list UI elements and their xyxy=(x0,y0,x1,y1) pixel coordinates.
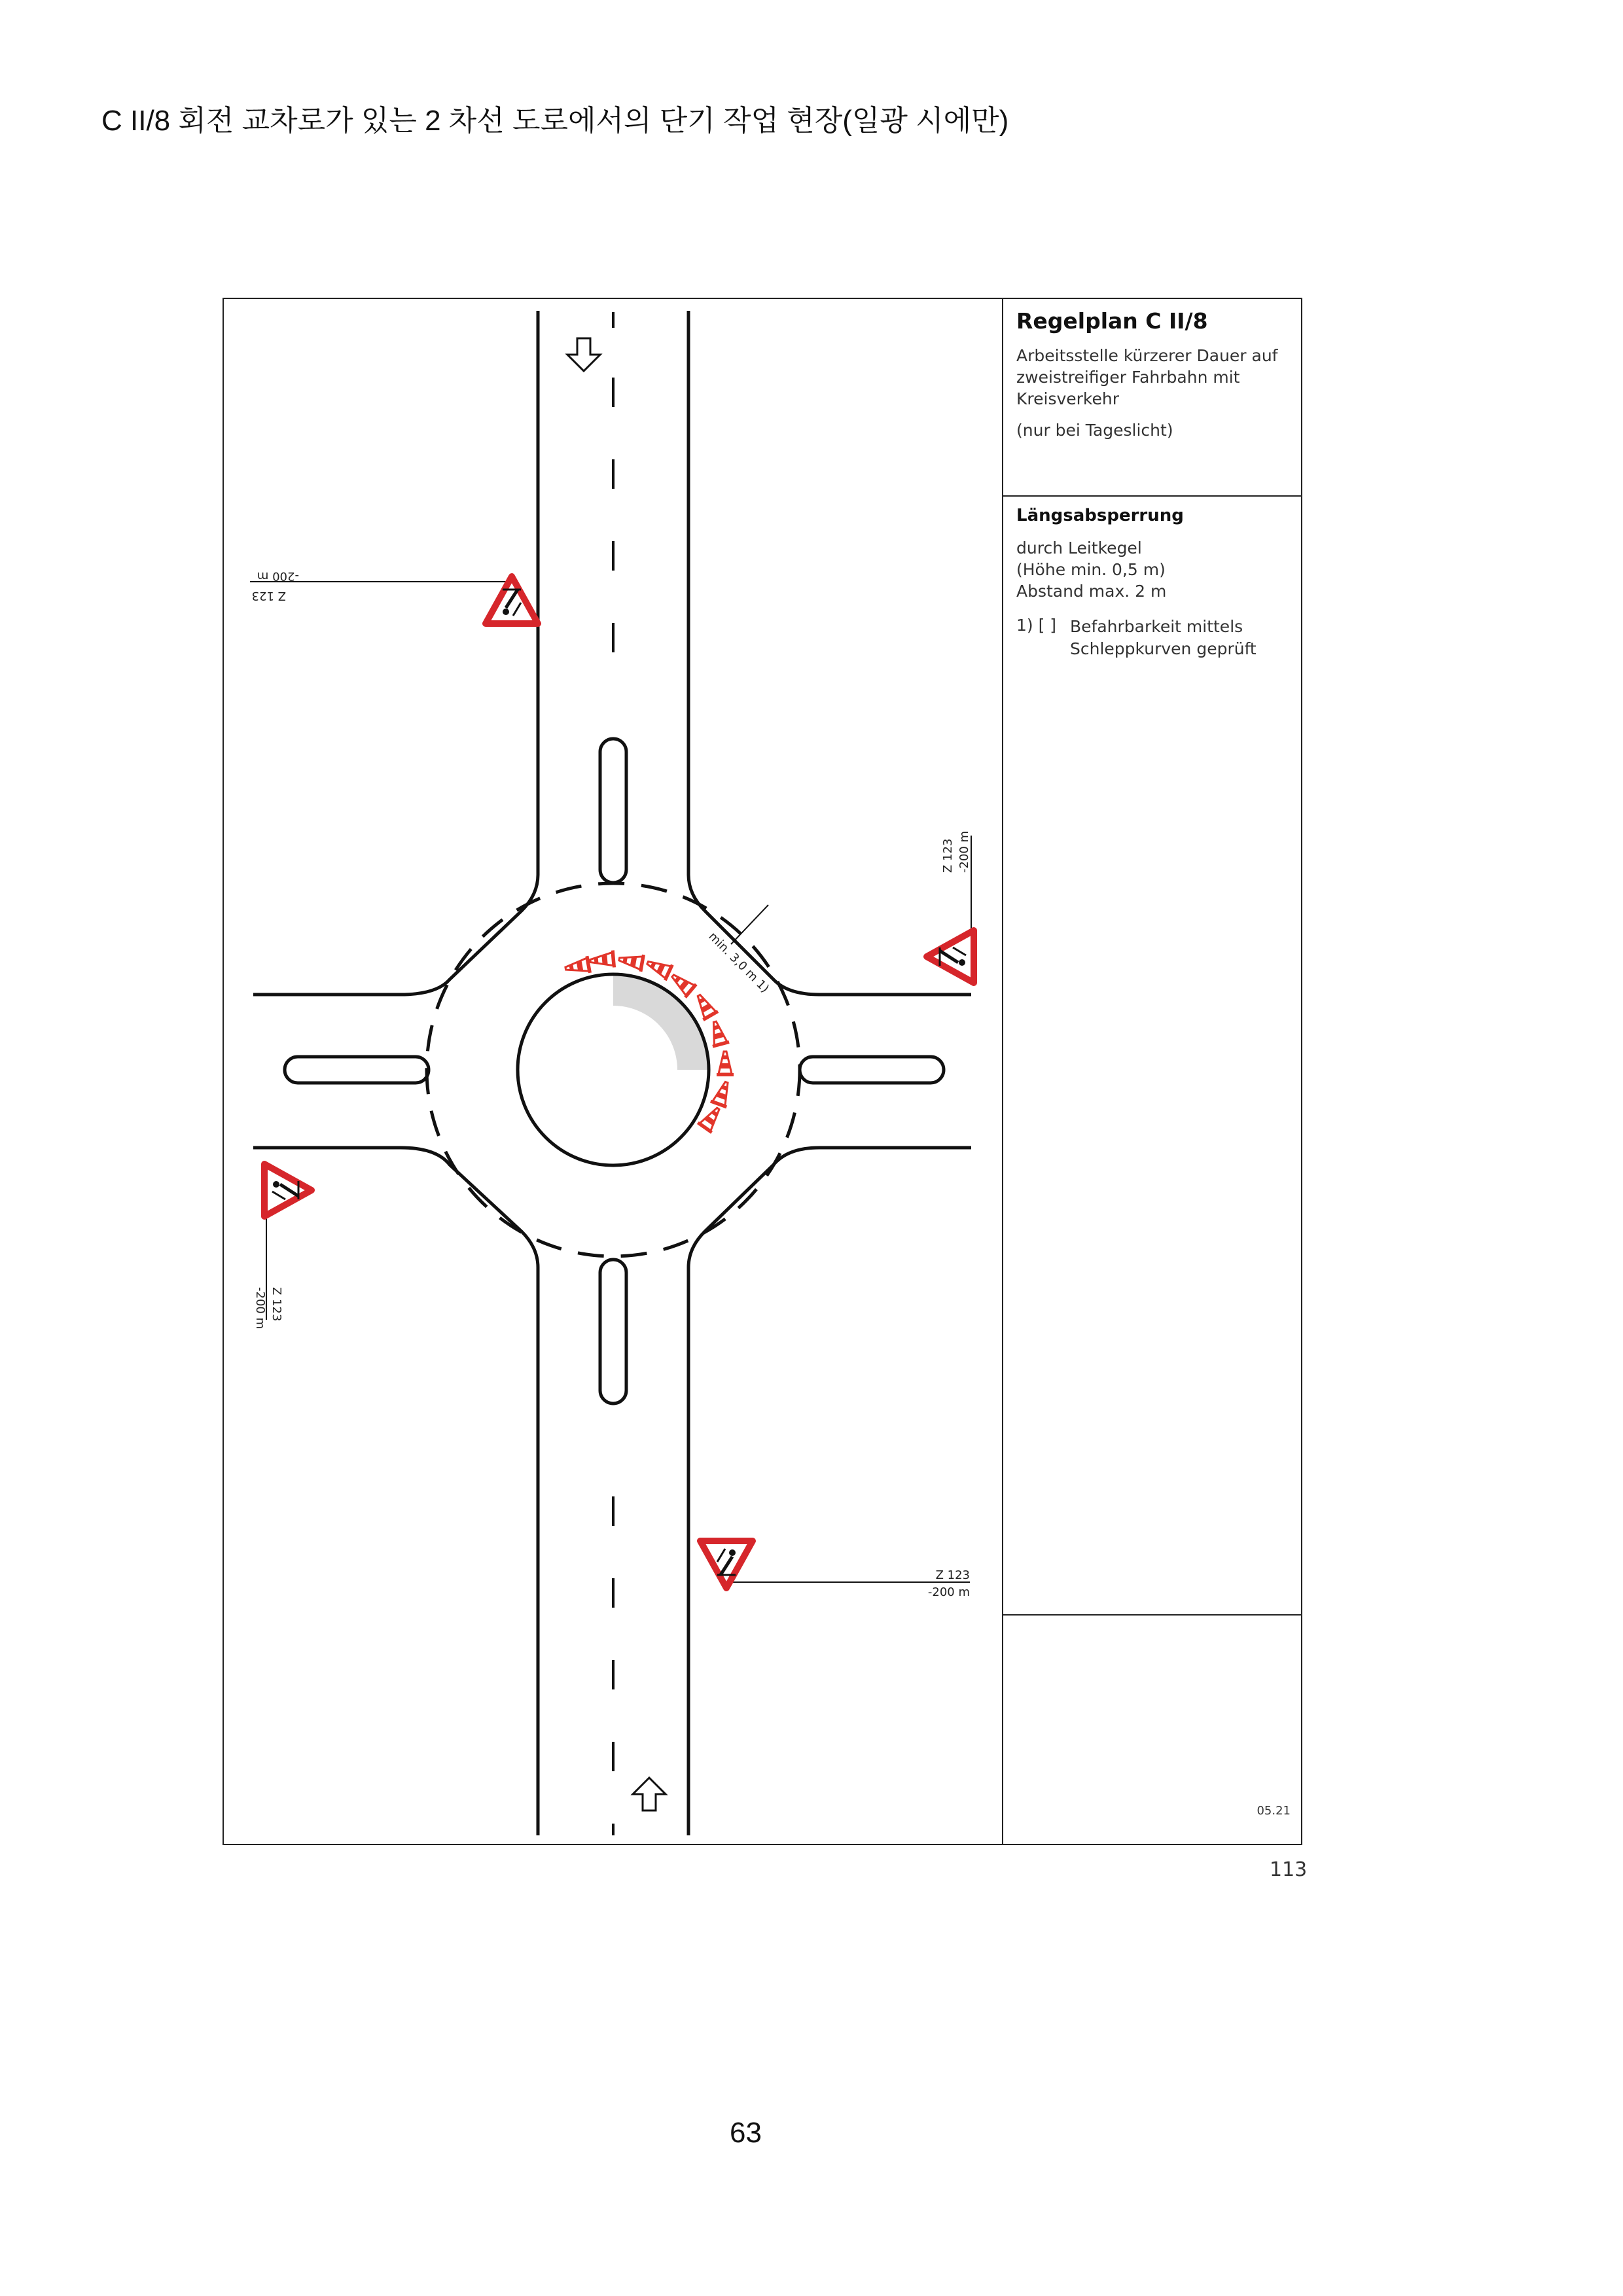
legend-panel xyxy=(1002,299,1301,1844)
info-box xyxy=(1003,497,1301,1616)
splitter-island-west xyxy=(285,1057,429,1083)
direction-arrow-up-icon xyxy=(633,1778,666,1810)
sign-distance-east: -200 m xyxy=(957,830,971,873)
warning-sign-south xyxy=(700,1541,753,1588)
warning-sign-north xyxy=(486,576,538,624)
roundabout-outer-line xyxy=(427,883,800,1256)
sign-distance-north: -200 m xyxy=(257,569,299,583)
footnote-text: Befahrbarkeit mittels Schleppkurven geprüft xyxy=(1070,617,1257,658)
footnote-number: 1) [ ] xyxy=(1016,616,1057,635)
title-box xyxy=(1003,299,1301,497)
regelplan-sheet xyxy=(223,298,1302,1845)
splitter-island-south xyxy=(600,1260,626,1404)
splitter-island-east xyxy=(800,1057,944,1083)
section-line: durch Leitkegel xyxy=(1016,539,1142,557)
sign-code-south: Z 123 xyxy=(935,1568,970,1582)
section-line: Abstand max. 2 m xyxy=(1016,582,1167,601)
plan-description: Arbeitsstelle kürzerer Dauer auf zweistreifiger Fahrbahn mit Kreisverkehr xyxy=(1016,346,1278,408)
sheet-page-number: 113 xyxy=(1270,1858,1308,1881)
clearance-dimension xyxy=(731,905,768,944)
warning-sign-west xyxy=(264,1164,312,1216)
sign-distance-west: -200 m xyxy=(253,1287,267,1330)
version-label: 05.21 xyxy=(1257,1804,1291,1818)
section-heading: Längsabsperrung xyxy=(1016,506,1184,525)
sign-code-north: Z 123 xyxy=(251,589,286,603)
direction-arrow-down-icon xyxy=(567,338,600,371)
document-page-number: 63 xyxy=(730,2117,762,2149)
road-edge xyxy=(253,311,538,995)
road-edge xyxy=(688,311,971,995)
plan-title: Regelplan C II/8 xyxy=(1016,308,1208,334)
sign-distance-south: -200 m xyxy=(927,1585,970,1599)
plan-note: (nur bei Tageslicht) xyxy=(1016,421,1173,440)
section-line: (Höhe min. 0,5 m) xyxy=(1016,560,1166,579)
road-edge xyxy=(688,1148,971,1835)
page-heading: C II/8 회전 교차로가 있는 2 차선 도로에서의 단기 작업 현장(일광 시에만) xyxy=(101,105,1009,137)
road-edge xyxy=(253,1148,538,1835)
roundabout-diagram xyxy=(224,299,1002,1844)
clearance-label: min. 3,0 m 1) xyxy=(705,929,772,996)
warning-sign-east xyxy=(927,930,974,983)
splitter-island-north xyxy=(600,739,626,883)
sign-code-west: Z 123 xyxy=(270,1287,283,1322)
sign-code-east: Z 123 xyxy=(941,838,955,873)
